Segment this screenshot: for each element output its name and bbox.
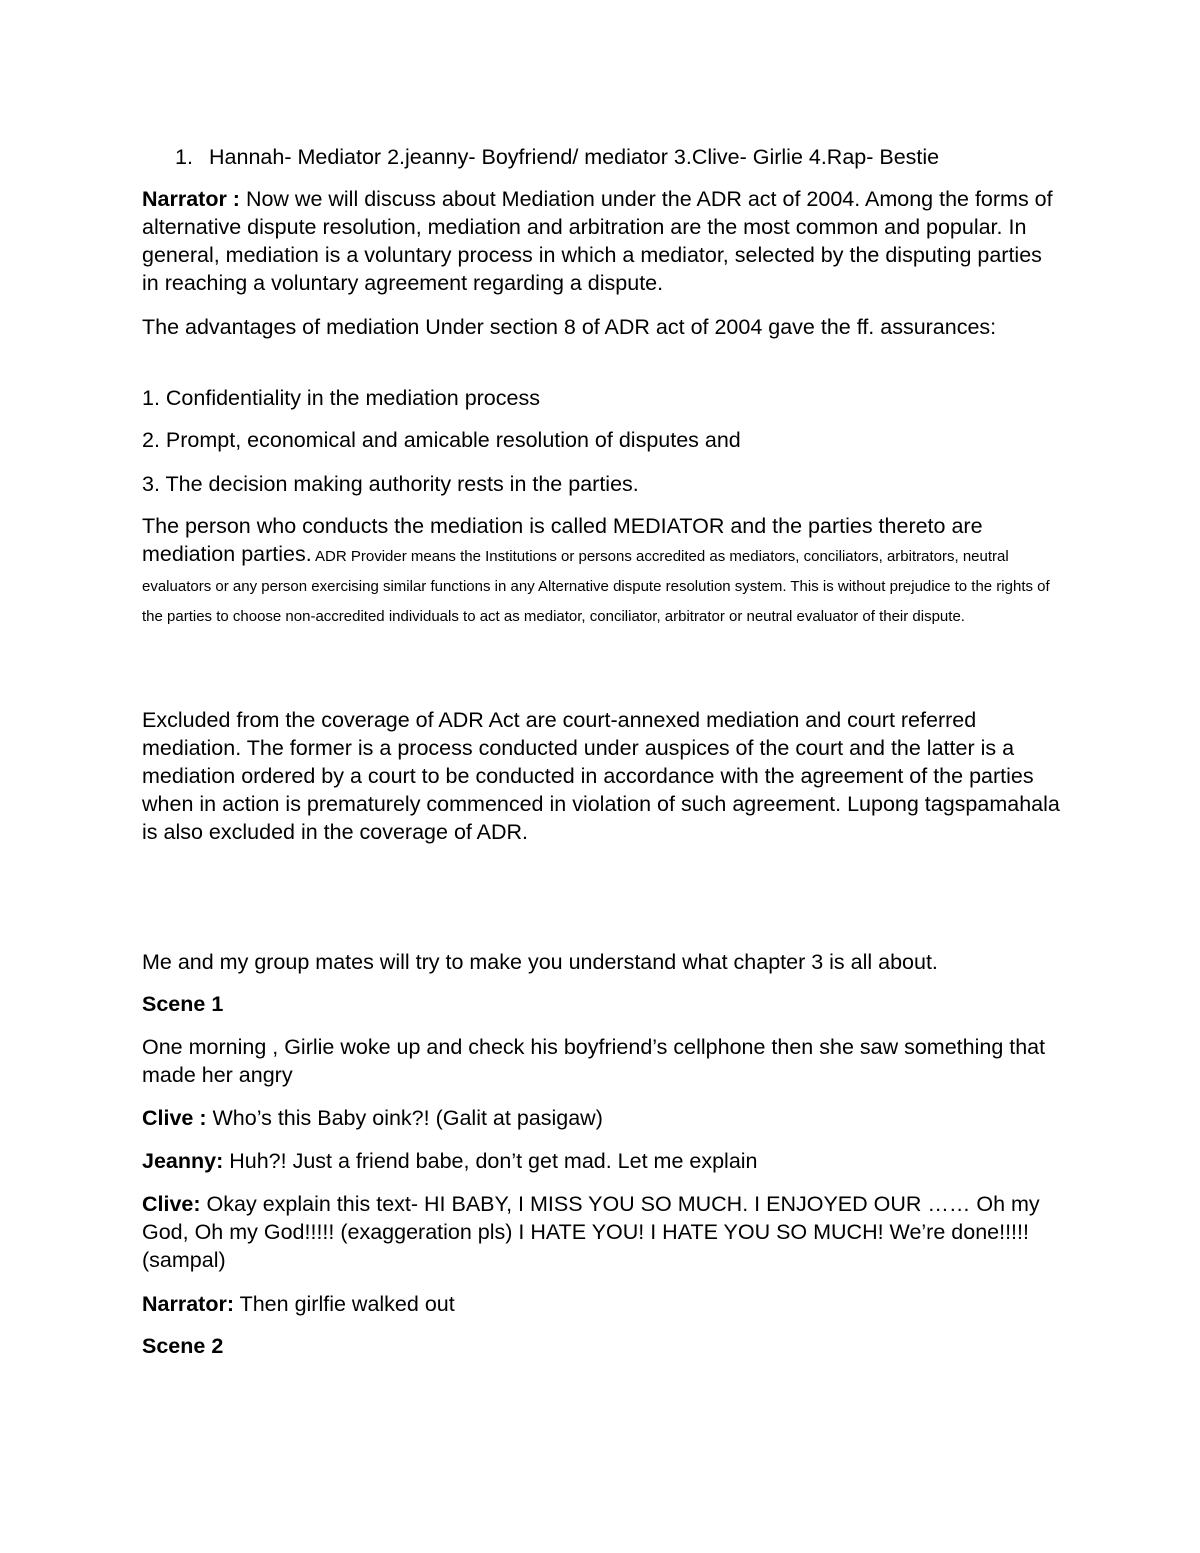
speaker-label: Clive: xyxy=(142,1192,201,1216)
advantage-item-2: 2. Prompt, economical and amicable resolution of disputes and xyxy=(142,428,741,452)
mediator-definition-main: The person who conducts the mediation is called MEDIATOR and the parties thereto are mediation parties. xyxy=(142,514,983,566)
advantages-lead: The advantages of mediation Under section 8 of ADR act of 2004 gave the ff. assurances: xyxy=(142,315,997,339)
dialogue-text: Huh?! Just a friend babe, don’t get mad. Let me explain xyxy=(223,1149,758,1173)
dialogue-line xyxy=(142,1290,1062,1318)
mediator-definition xyxy=(142,512,1072,630)
excluded-paragraph: Excluded from the coverage of ADR Act are court-annexed mediation and court referred mediation. The former is a process conducted under auspices of the court and the latter is a mediation ordered by a court to be conducted in accordance with the agreement of the parties when in action is prematurely commenced in violation of such agreement. Lupong tagspamahala is also excluded in the coverage of ADR. xyxy=(142,708,1060,844)
speaker-label: Jeanny: xyxy=(142,1149,224,1173)
narrator-intro xyxy=(142,185,1062,297)
dialogue-text: Who’s this Baby oink?! (Galit at pasigaw) xyxy=(206,1106,603,1130)
cast-list-text: Hannah- Mediator 2.jeanny- Boyfriend/ mediator 3.Clive- Girlie 4.Rap- Bestie xyxy=(209,145,940,169)
scene-1-heading xyxy=(142,990,1062,1018)
intro-text: Now we will discuss about Mediation under the ADR act of 2004. Among the forms of alternative dispute resolution, mediation and arbitration are the most common and popular. In general, mediation is a voluntary process in which a mediator, selected by the disputing parties in reaching a voluntary agreement regarding a dispute. xyxy=(142,187,1053,295)
cast-list xyxy=(142,143,1062,171)
dialogue-text: Then girlfie walked out xyxy=(234,1292,455,1316)
speaker-label: Clive : xyxy=(142,1106,207,1130)
speaker-label: Narrator : xyxy=(142,187,240,211)
scene-2-heading xyxy=(142,1332,1062,1360)
advantage-item-3: 3. The decision making authority rests in the parties. xyxy=(142,472,639,496)
dialogue-line xyxy=(142,1147,1062,1175)
scene-1-narration: One morning , Girlie woke up and check his boyfriend’s cellphone then she saw something that made her angry xyxy=(142,1035,1046,1087)
dialogue-text: Okay explain this text- HI BABY, I MISS YOU SO MUCH. I ENJOYED OUR …… Oh my God, Oh my God!!!!! (exaggeration pls) I HATE YOU! I HATE YOU SO MUCH! We’re done!!!!! (sampal) xyxy=(142,1192,1040,1272)
advantage-item-1: 1. Confidentiality in the mediation process xyxy=(142,386,540,410)
cast-list-number: 1. xyxy=(175,145,193,169)
dialogue-line xyxy=(142,1190,1062,1274)
dialogue-line xyxy=(142,1104,1062,1132)
adr-provider-definition: ADR Provider means the Institutions or persons accredited as mediators, conciliators, arbitrators, neutral evaluators or any person exercising similar functions in any Alternative dispute resolution system. This is without prejudice to the rights of the parties to choose non-accredited individuals to act as mediator, conciliator, arbitrator or neutral evaluator of their dispute. xyxy=(142,548,1050,625)
group-intro: Me and my group mates will try to make you understand what chapter 3 is all about. xyxy=(142,950,938,974)
scene-1-heading-text: Scene 1 xyxy=(142,992,224,1016)
scene-2-heading-text: Scene 2 xyxy=(142,1334,224,1358)
speaker-label: Narrator: xyxy=(142,1292,234,1316)
